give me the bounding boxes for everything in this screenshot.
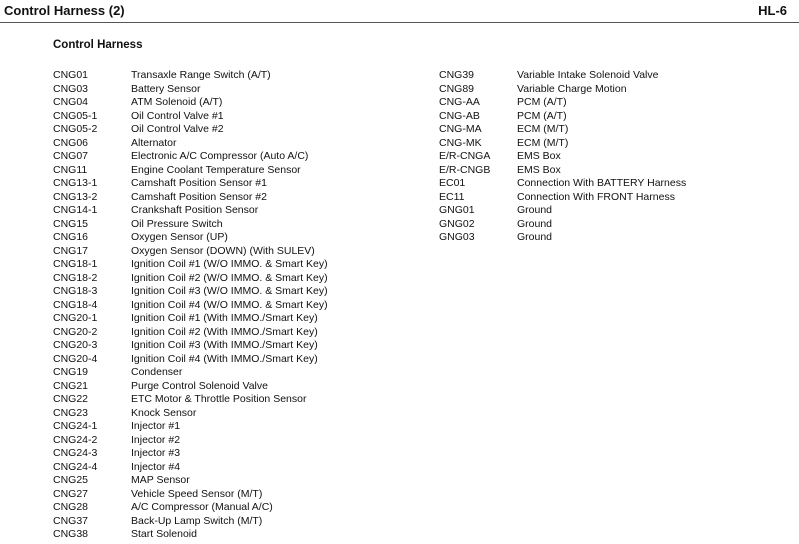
- connector-code: CNG04: [53, 96, 89, 108]
- connector-description: Injector #4: [131, 460, 181, 473]
- connector-code: EC01: [439, 177, 466, 189]
- connector-code: CNG18-3: [53, 285, 98, 297]
- connector-description: Condenser: [131, 366, 183, 378]
- connector-code: CNG13-2: [53, 190, 98, 203]
- connector-row: [439, 123, 686, 137]
- connector-code: CNG18-4: [53, 298, 98, 311]
- connector-row: [53, 164, 328, 178]
- connector-row: [53, 515, 328, 529]
- connector-row: [439, 150, 686, 164]
- connector-description: Injector #2: [131, 433, 181, 446]
- connector-row: [53, 474, 328, 488]
- connector-code: CNG24-1: [53, 420, 98, 432]
- connector-description: MAP Sensor: [131, 474, 190, 486]
- connector-description: ETC Motor & Throttle Position Sensor: [131, 393, 307, 405]
- connector-row: [53, 204, 328, 218]
- connector-description: ECM (M/T): [517, 123, 569, 135]
- connector-code: CNG24-3: [53, 447, 98, 459]
- connector-description: Start Solenoid: [131, 528, 197, 540]
- connector-row: [53, 393, 328, 407]
- connector-code: CNG18-2: [53, 271, 98, 284]
- connector-code: CNG37: [53, 514, 89, 527]
- connector-list-right: [439, 69, 686, 245]
- connector-description: Battery Sensor: [131, 82, 201, 95]
- connector-row: [53, 380, 328, 394]
- connector-description: EMS Box: [517, 163, 561, 176]
- connector-row: [53, 285, 328, 299]
- connector-row: [53, 177, 328, 191]
- connector-description: Knock Sensor: [131, 406, 197, 419]
- connector-code: CNG15: [53, 217, 89, 230]
- connector-description: Oil Pressure Switch: [131, 217, 223, 230]
- connector-description: Injector #3: [131, 447, 181, 459]
- connector-row: [53, 272, 328, 286]
- connector-row: [53, 528, 328, 542]
- connector-row: [439, 69, 686, 83]
- connector-description: Oxygen Sensor (DOWN) (With SULEV): [131, 244, 315, 257]
- connector-row: [53, 218, 328, 232]
- connector-description: Oxygen Sensor (UP): [131, 231, 228, 243]
- connector-row: [439, 83, 686, 97]
- connector-code: EC11: [439, 190, 465, 203]
- connector-description: Oil Control Valve #2: [131, 123, 224, 135]
- connector-description: PCM (A/T): [517, 109, 567, 122]
- connector-code: CNG06: [53, 136, 89, 149]
- connector-code: GNG02: [439, 217, 475, 230]
- connector-description: Alternator: [131, 136, 177, 149]
- connector-row: [53, 83, 328, 97]
- connector-row: [53, 420, 328, 434]
- connector-row: [439, 218, 686, 232]
- connector-row: [53, 339, 328, 353]
- connector-description: Ignition Coil #1 (With IMMO./Smart Key): [131, 312, 318, 324]
- connector-code: CNG89: [439, 82, 475, 95]
- connector-row: [53, 501, 328, 515]
- connector-description: Ignition Coil #3 (W/O IMMO. & Smart Key): [131, 285, 328, 297]
- connector-code: CNG28: [53, 501, 89, 513]
- connector-code: GNG01: [439, 204, 475, 216]
- connector-description: A/C Compressor (Manual A/C): [131, 501, 273, 513]
- connector-code: CNG16: [53, 231, 89, 243]
- connector-description: Ground: [517, 204, 553, 216]
- connector-code: CNG24-4: [53, 460, 98, 473]
- connector-row: [53, 150, 328, 164]
- connector-description: Back-Up Lamp Switch (M/T): [131, 514, 263, 527]
- connector-row: [53, 299, 328, 313]
- connector-description: ATM Solenoid (A/T): [131, 96, 223, 108]
- connector-code: CNG38: [53, 528, 89, 540]
- page-title: Control Harness (2): [4, 3, 125, 18]
- page-header: [0, 0, 799, 23]
- connector-description: Vehicle Speed Sensor (M/T): [131, 487, 263, 500]
- connector-code: CNG03: [53, 82, 89, 95]
- connector-row: [439, 164, 686, 178]
- connector-row: [53, 488, 328, 502]
- connector-row: [53, 366, 328, 380]
- connector-code: CNG39: [439, 69, 475, 81]
- connector-row: [53, 447, 328, 461]
- connector-row: [53, 69, 328, 83]
- connector-description: Engine Coolant Temperature Sensor: [131, 163, 301, 176]
- connector-row: [53, 137, 328, 151]
- connector-code: CNG01: [53, 69, 89, 81]
- connector-code: CNG20-2: [53, 325, 98, 338]
- connector-description: PCM (A/T): [517, 96, 567, 108]
- connector-code: CNG24-2: [53, 433, 98, 446]
- connector-description: Variable Intake Solenoid Valve: [517, 69, 659, 81]
- connector-row: [439, 191, 686, 205]
- connector-description: Electronic A/C Compressor (Auto A/C): [131, 150, 309, 162]
- connector-description: Crankshaft Position Sensor: [131, 204, 259, 216]
- connector-code: CNG18-1: [53, 258, 98, 270]
- connector-row: [439, 204, 686, 218]
- connector-code: CNG23: [53, 406, 89, 419]
- connector-row: [53, 110, 328, 124]
- connector-code: CNG-MK: [439, 136, 482, 149]
- connector-row: [53, 353, 328, 367]
- connector-description: Ignition Coil #3 (With IMMO./Smart Key): [131, 339, 318, 351]
- connector-code: CNG21: [53, 379, 89, 392]
- connector-description: ECM (M/T): [517, 136, 569, 149]
- connector-code: CNG05-1: [53, 109, 98, 122]
- connector-description: Ignition Coil #4 (W/O IMMO. & Smart Key): [131, 298, 328, 311]
- connector-description: Connection With BATTERY Harness: [517, 177, 687, 189]
- connector-code: CNG-MA: [439, 123, 482, 135]
- connector-row: [53, 407, 328, 421]
- connector-row: [53, 461, 328, 475]
- connector-code: CNG13-1: [53, 177, 98, 189]
- connector-description: Oil Control Valve #1: [131, 109, 224, 122]
- connector-code: CNG17: [53, 244, 89, 257]
- connector-code: CNG20-1: [53, 312, 98, 324]
- connector-row: [53, 191, 328, 205]
- connector-row: [439, 137, 686, 151]
- connector-code: CNG-AA: [439, 96, 480, 108]
- connector-description: Injector #1: [131, 420, 181, 432]
- connector-row: [53, 434, 328, 448]
- connector-row: [53, 245, 328, 259]
- connector-code: CNG14-1: [53, 204, 98, 216]
- connector-row: [439, 96, 686, 110]
- connector-list-left: [53, 69, 328, 542]
- connector-row: [53, 123, 328, 137]
- connector-description: Ground: [517, 217, 553, 230]
- connector-code: CNG19: [53, 366, 89, 378]
- connector-row: [439, 110, 686, 124]
- connector-row: [439, 177, 686, 191]
- connector-description: Camshaft Position Sensor #1: [131, 177, 267, 189]
- connector-code: CNG05-2: [53, 123, 98, 135]
- page-code: HL-6: [758, 3, 787, 18]
- connector-row: [53, 326, 328, 340]
- connector-description: Connection With FRONT Harness: [517, 190, 675, 203]
- connector-description: Ignition Coil #2 (W/O IMMO. & Smart Key): [131, 271, 328, 284]
- connector-description: Variable Charge Motion: [517, 82, 627, 95]
- connector-code: CNG20-4: [53, 352, 98, 365]
- connector-code: GNG03: [439, 231, 475, 243]
- connector-code: CNG27: [53, 487, 89, 500]
- section-title: Control Harness: [53, 39, 143, 51]
- connector-row: [53, 231, 328, 245]
- connector-description: Ground: [517, 231, 553, 243]
- connector-description: Transaxle Range Switch (A/T): [131, 69, 271, 81]
- connector-description: Purge Control Solenoid Valve: [131, 379, 268, 392]
- connector-code: CNG20-3: [53, 339, 98, 351]
- connector-description: Ignition Coil #4 (With IMMO./Smart Key): [131, 352, 318, 365]
- connector-row: [439, 231, 686, 245]
- connector-row: [53, 96, 328, 110]
- connector-code: E/R-CNGA: [439, 150, 491, 162]
- connector-row: [53, 312, 328, 326]
- connector-description: Camshaft Position Sensor #2: [131, 190, 267, 203]
- connector-row: [53, 258, 328, 272]
- connector-code: CNG-AB: [439, 109, 480, 122]
- connector-code: E/R-CNGB: [439, 163, 491, 176]
- connector-code: CNG25: [53, 474, 89, 486]
- connector-description: Ignition Coil #2 (With IMMO./Smart Key): [131, 325, 318, 338]
- connector-description: Ignition Coil #1 (W/O IMMO. & Smart Key): [131, 258, 328, 270]
- connector-code: CNG07: [53, 150, 89, 162]
- connector-description: EMS Box: [517, 150, 561, 162]
- connector-code: CNG11: [53, 163, 88, 176]
- connector-code: CNG22: [53, 393, 89, 405]
